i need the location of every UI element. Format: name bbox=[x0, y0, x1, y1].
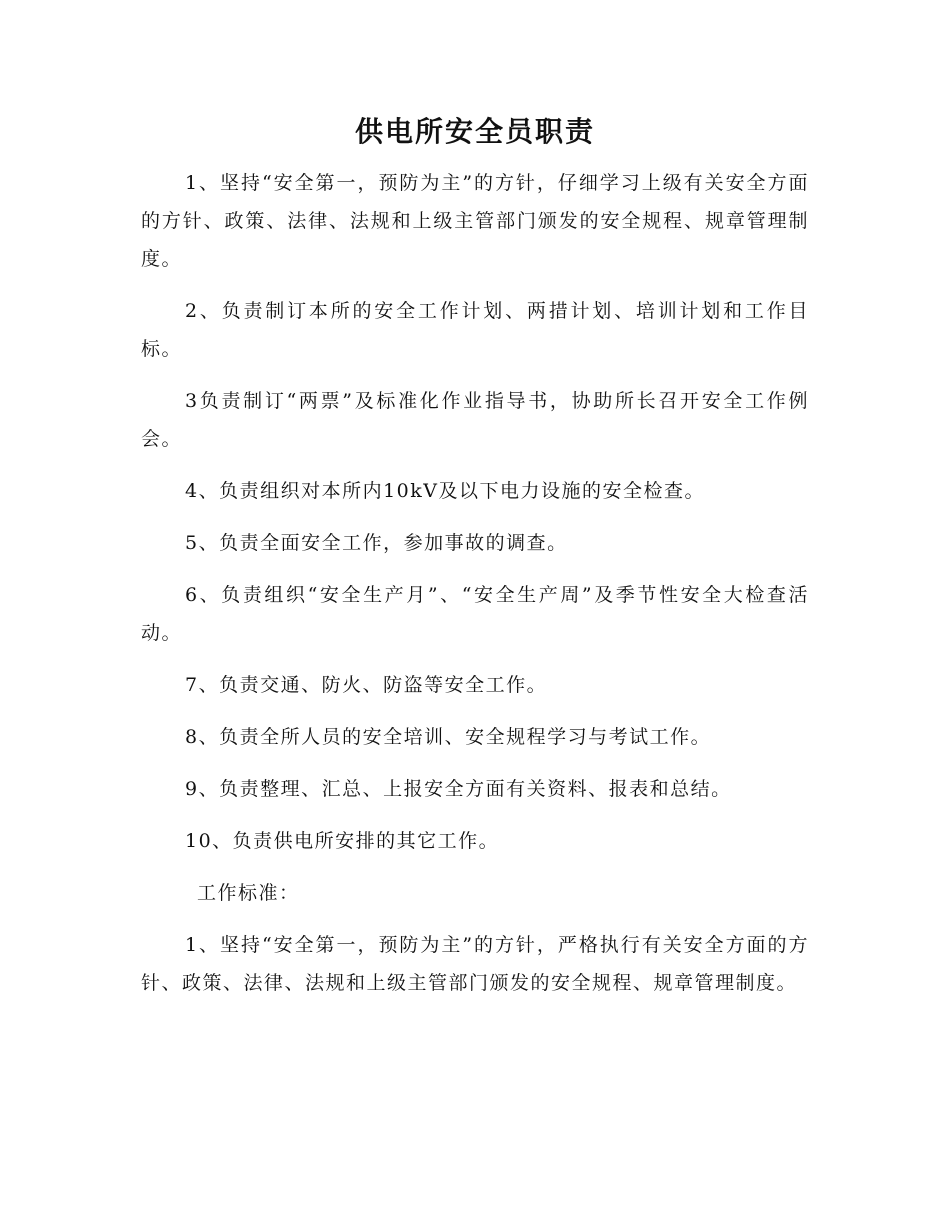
duty-paragraph-10: 10、负责供电所安排的其它工作。 bbox=[185, 830, 500, 852]
standard-paragraph-1: 1、坚持“安全第一，预防为主”的方针，严格执行有关安全方面的方针、政策、法律、法规和上级主管部门颁发的安全规程、规章管理制度。 bbox=[141, 934, 809, 994]
duty-paragraph-4: 4、负责组织对本所内10kV及以下电力设施的安全检查。 bbox=[185, 480, 706, 502]
document-title: 供电所安全员职责 bbox=[354, 115, 595, 148]
duty-paragraph-1: 1、坚持“安全第一，预防为主”的方针，仔细学习上级有关安全方面的方针、政策、法律、法规和上级主管部门颁发的安全规程、规章管理制度。 bbox=[141, 172, 809, 270]
standards-heading: 工作标准： bbox=[197, 882, 300, 904]
duty-paragraph-2: 2、负责制订本所的安全工作计划、两措计划、培训计划和工作目标。 bbox=[141, 300, 809, 360]
duty-paragraph-5: 5、负责全面安全工作，参加事故的调查。 bbox=[185, 532, 568, 554]
duty-paragraph-3: 3负责制订“两票”及标准化作业指导书，协助所长召开安全工作例会。 bbox=[141, 390, 809, 450]
duty-paragraph-7: 7、负责交通、防火、防盗等安全工作。 bbox=[185, 674, 548, 696]
duty-paragraph-6: 6、负责组织“安全生产月”、“安全生产周”及季节性安全大检查活动。 bbox=[141, 584, 809, 644]
duty-paragraph-8: 8、负责全所人员的安全培训、安全规程学习与考试工作。 bbox=[185, 726, 712, 748]
duty-paragraph-9: 9、负责整理、汇总、上报安全方面有关资料、报表和总结。 bbox=[185, 778, 732, 800]
document-body bbox=[141, 164, 809, 1016]
